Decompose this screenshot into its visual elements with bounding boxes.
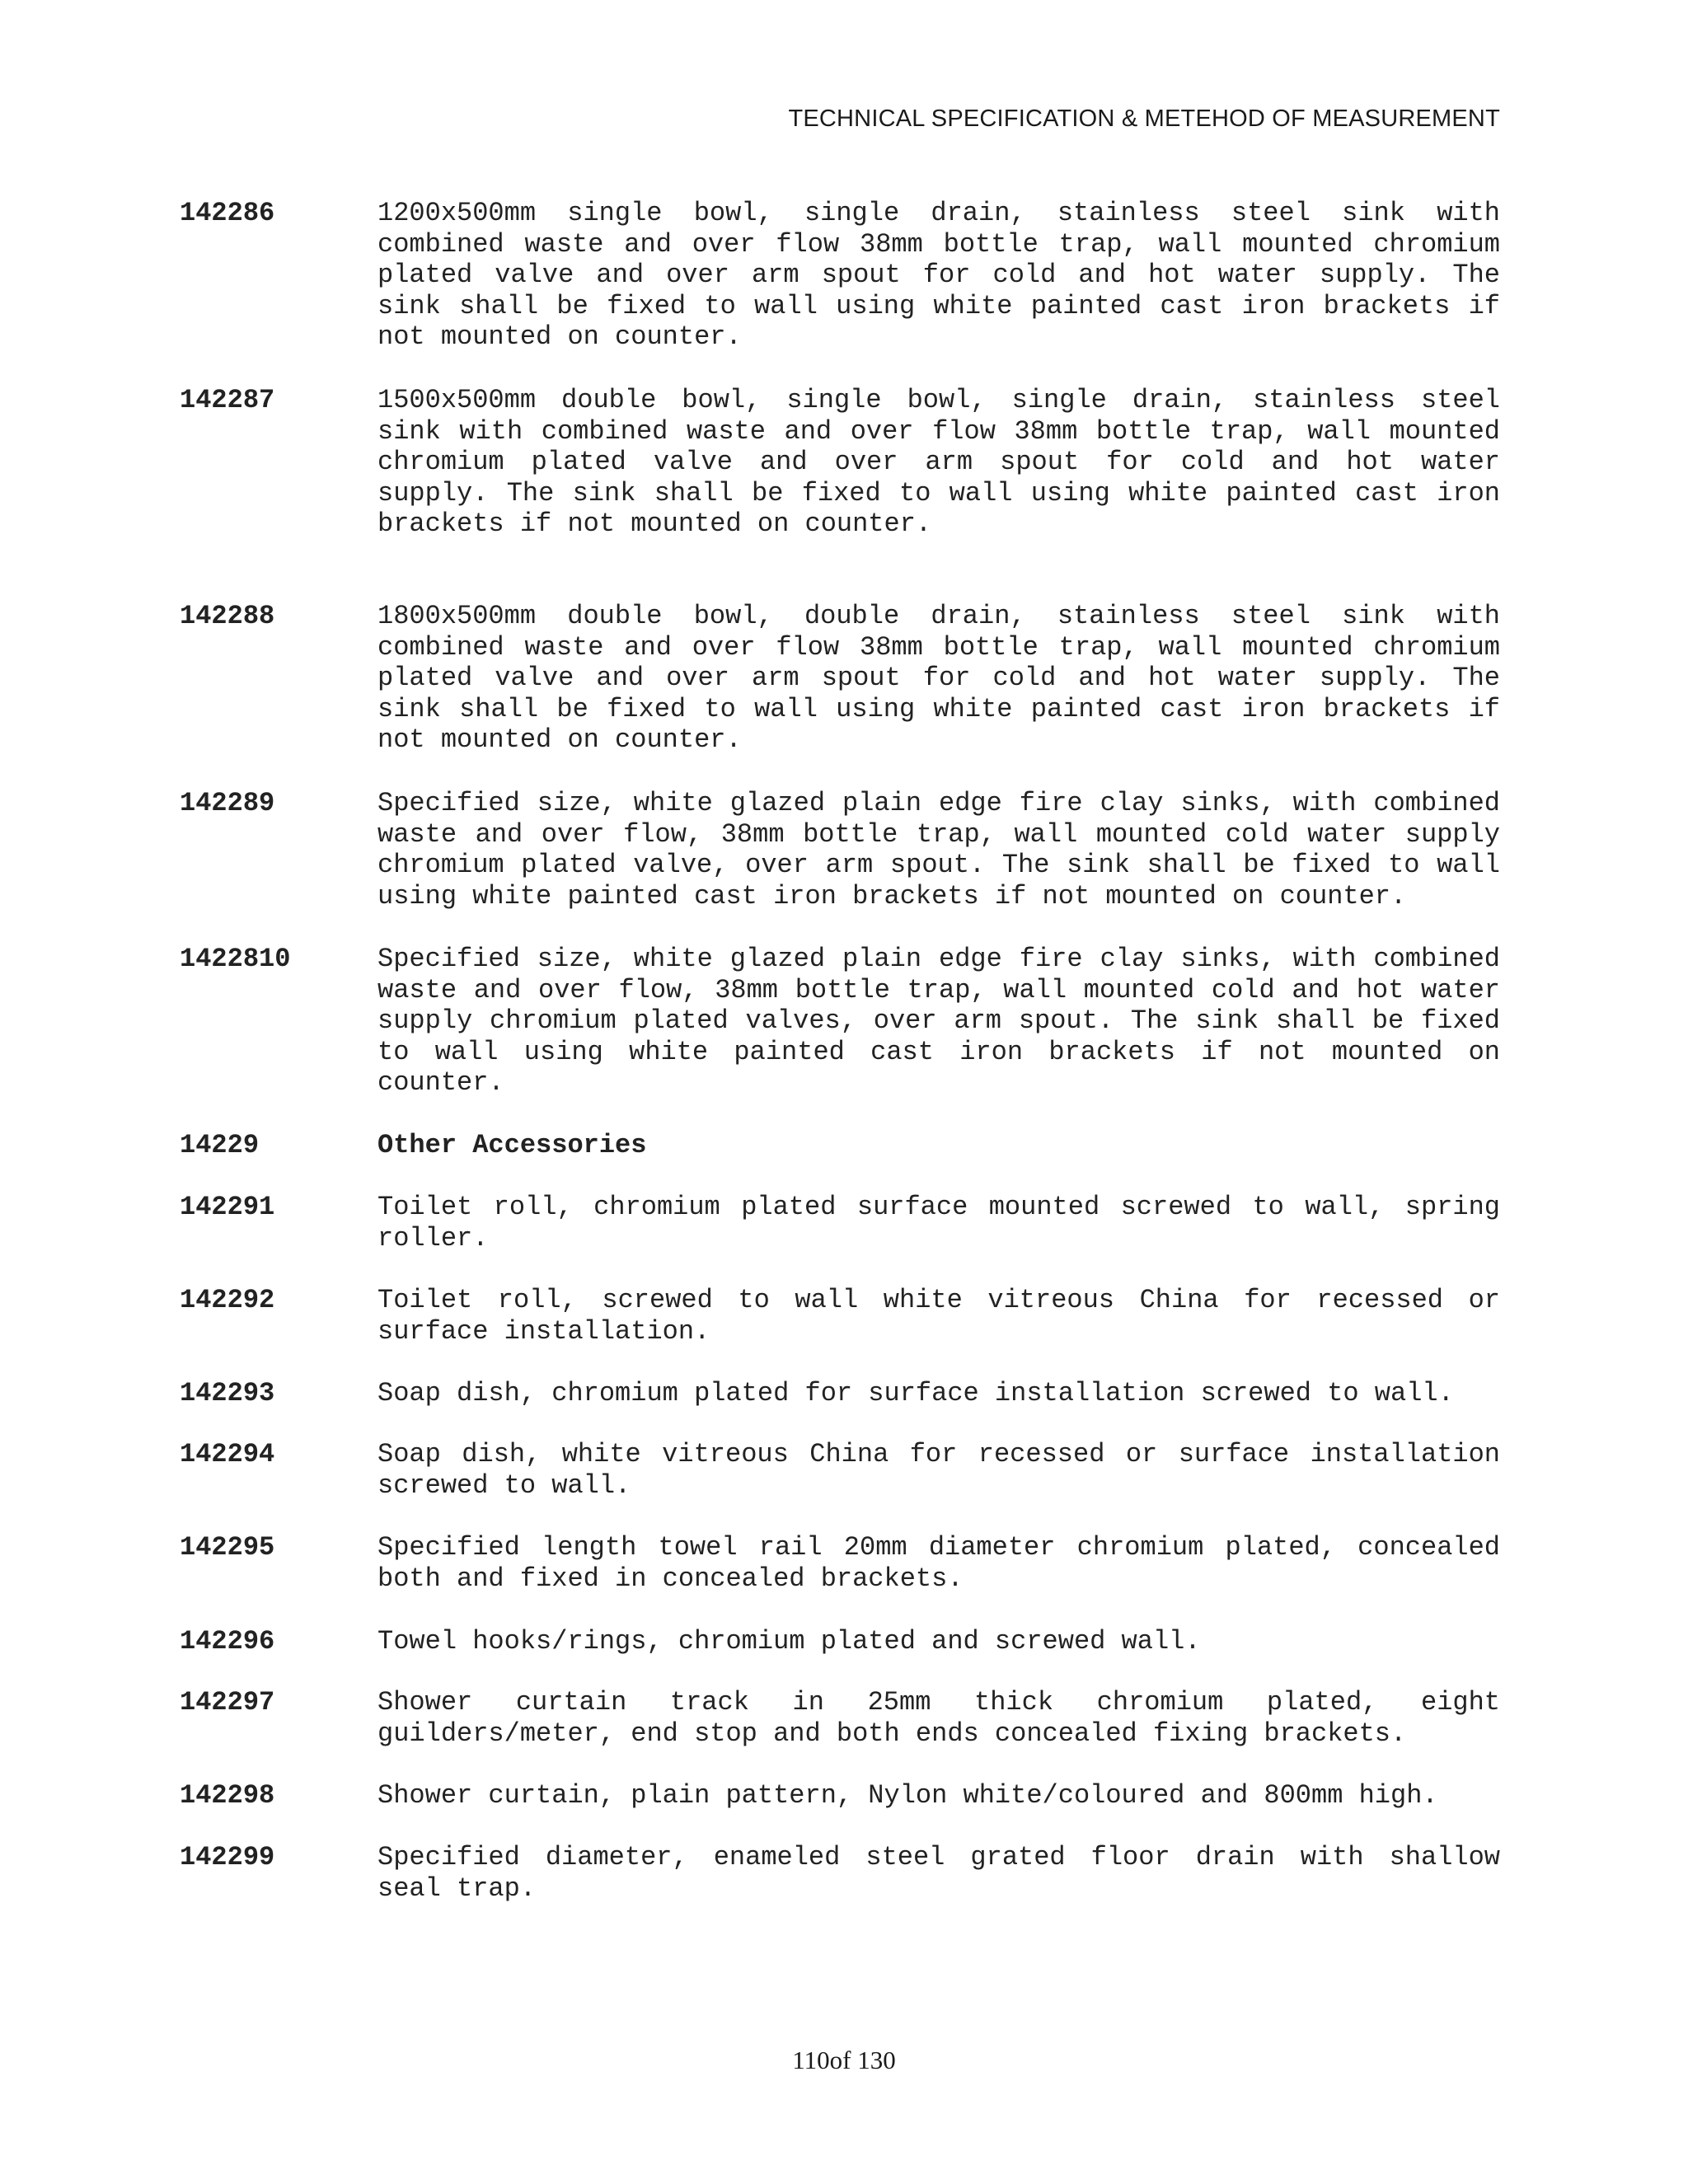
spec-entry-142289 <box>180 788 1500 912</box>
item-code: 142293 <box>180 1378 275 1408</box>
item-description: Soap dish, chromium plated for surface installation screwed to wall. <box>377 1378 1454 1408</box>
spec-entry-142292 <box>180 1285 1500 1347</box>
spec-entry-142298 <box>180 1780 1500 1811</box>
spec-entry-142293 <box>180 1378 1500 1409</box>
item-description: Shower curtain track in 25mm thick chromium plated, eight guilders/meter, end stop and both ends concealed fixing brackets. <box>377 1687 1500 1749</box>
item-description: 1500x500mm double bowl, single bowl, single drain, stainless steel sink with combined waste and over flow 38mm bottle trap, wall mounted chromium plated valve and over arm spout for cold and hot water supply. The sink shall be fixed to wall using white painted cast iron brackets if not mounted on counter. <box>377 385 1500 540</box>
item-code: 142297 <box>180 1687 275 1718</box>
item-description: Specified diameter, enameled steel grated floor drain with shallow seal trap. <box>377 1842 1500 1904</box>
page-number: 110of 130 <box>792 2046 896 2074</box>
page-header-title: TECHNICAL SPECIFICATION & METEHOD OF MEASUREMENT <box>788 105 1500 132</box>
item-description: Specified size, white glazed plain edge fire clay sinks, with combined waste and over flow, 38mm bottle trap, wall mounted cold and hot water supply chromium plated valves, over arm spout. The sink shall be fixed to wall using white painted cast iron brackets if not mounted on counter. <box>377 944 1500 1099</box>
spec-entry-142299 <box>180 1842 1500 1904</box>
item-code: 142289 <box>180 788 275 818</box>
spec-entry-142288 <box>180 601 1500 756</box>
item-description: 1200x500mm single bowl, single drain, stainless steel sink with combined waste and over flow 38mm bottle trap, wall mounted chromium plated valve and over arm spout for cold and hot water supply. The sink shall be fixed to wall using white painted cast iron brackets if not mounted on counter. <box>377 198 1500 353</box>
item-code: 142286 <box>180 198 275 228</box>
item-code: 142298 <box>180 1780 275 1811</box>
spec-entry-142296 <box>180 1626 1500 1657</box>
item-code: 142294 <box>180 1439 275 1469</box>
spec-entry-142294 <box>180 1439 1500 1501</box>
item-description: Shower curtain, plain pattern, Nylon white/coloured and 800mm high. <box>377 1780 1438 1811</box>
item-description: Specified size, white glazed plain edge fire clay sinks, with combined waste and over flow, 38mm bottle trap, wall mounted cold water supply chromium plated valve, over arm spout. The sink shall be fixed to wall using white painted cast iron brackets if not mounted on counter. <box>377 788 1500 912</box>
item-description: Specified length towel rail 20mm diameter chromium plated, concealed both and fixed in concealed brackets. <box>377 1532 1500 1594</box>
spec-entry-142287 <box>180 385 1500 540</box>
spec-entry-142295 <box>180 1532 1500 1594</box>
item-code: 142296 <box>180 1626 275 1657</box>
spec-entry-142286 <box>180 198 1500 353</box>
item-description: Toilet roll, chromium plated surface mounted screwed to wall, spring roller. <box>377 1192 1500 1254</box>
item-code: 142288 <box>180 601 275 631</box>
item-code: 142291 <box>180 1192 275 1222</box>
item-code: 142287 <box>180 385 275 415</box>
item-code: 142292 <box>180 1285 275 1315</box>
section-code: 14229 <box>180 1130 260 1160</box>
item-code: 142299 <box>180 1842 275 1872</box>
spec-entry-142297 <box>180 1687 1500 1749</box>
item-description: 1800x500mm double bowl, double drain, stainless steel sink with combined waste and over flow 38mm bottle trap, wall mounted chromium plated valve and over arm spout for cold and hot water supply. The sink shall be fixed to wall using white painted cast iron brackets if not mounted on counter. <box>377 601 1500 756</box>
item-code: 1422810 <box>180 944 291 974</box>
item-description: Soap dish, white vitreous China for recessed or surface installation screwed to wall. <box>377 1439 1500 1501</box>
section-title: Other Accessories <box>377 1130 647 1160</box>
item-description: Towel hooks/rings, chromium plated and screwed wall. <box>377 1626 1201 1657</box>
item-description: Toilet roll, screwed to wall white vitreous China for recessed or surface installation. <box>377 1285 1500 1347</box>
spec-entry-142291 <box>180 1192 1500 1254</box>
item-code: 142295 <box>180 1532 275 1563</box>
spec-entry-1422810 <box>180 944 1500 1099</box>
section-heading-14229 <box>180 1130 1500 1161</box>
